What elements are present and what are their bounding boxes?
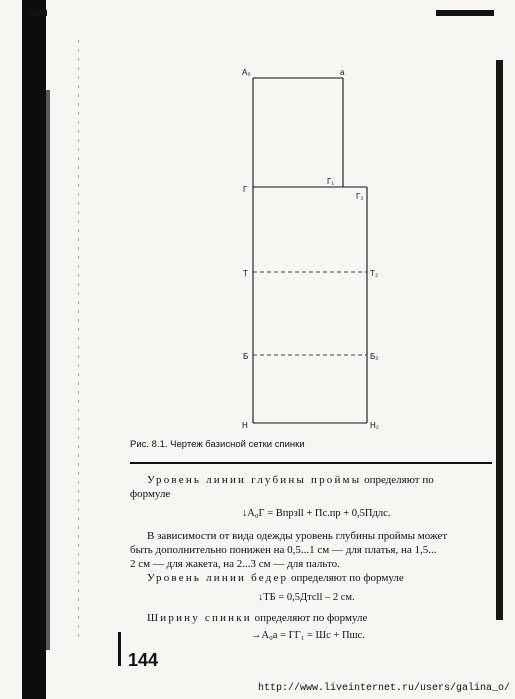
section-divider: [130, 462, 492, 464]
paragraph-line: быть дополнительно понижен на 0,5...1 см — для платья, на 1,5...: [130, 544, 437, 556]
label-B: Б: [243, 352, 249, 361]
label-a: a: [340, 68, 345, 77]
formula-hip-level: ↓ТБ = 0,5Дтсll – 2 см.: [258, 592, 355, 603]
label-N: Н: [242, 421, 248, 430]
figure-caption: Рис. 8.1. Чертеж базисной сетки спинки: [130, 439, 305, 450]
paragraph-text: определяют по формуле: [251, 612, 368, 624]
page-number-marker: [118, 632, 121, 666]
paragraph-armhole-depth: [147, 474, 434, 487]
paragraph-text: определяют по: [361, 474, 434, 486]
paragraph-line: формуле: [130, 488, 171, 500]
formula-back-width: →A₀a = ГГ₁ = Шс + Пшс.: [251, 630, 365, 641]
label-N2: Н₂: [370, 421, 379, 430]
paragraph-text: определяют по формуле: [288, 572, 404, 584]
spaced-term: Уровень линии бедер: [147, 572, 289, 584]
watermark-url: http://www.liveinternet.ru/users/galina_o/: [258, 683, 511, 694]
label-G1: Г₁: [327, 177, 335, 186]
label-B2: Б₂: [370, 352, 379, 361]
label-G: Г: [243, 185, 248, 194]
spaced-term: Уровень линии глубины проймы: [147, 474, 362, 486]
label-A0: A₀: [242, 68, 251, 77]
paragraph-line: 2 см — для жакета, на 2...3 см — для пальто.: [130, 558, 340, 570]
label-T2: Т₂: [370, 269, 378, 278]
paragraph-hip-level: [147, 572, 404, 585]
label-G2: Г₂: [356, 192, 364, 201]
label-T: Т: [243, 269, 248, 278]
page-number: 144: [128, 650, 159, 670]
formula-armhole-depth: ↓A₀Г = Впрзll + Пс.пр + 0,5Пдлс.: [242, 508, 391, 519]
spaced-term: Ширину спинки: [147, 612, 252, 624]
paragraph-back-width: [147, 612, 367, 625]
paragraph-line: В зависимости от вида одежды уровень глубины проймы может: [147, 530, 448, 542]
